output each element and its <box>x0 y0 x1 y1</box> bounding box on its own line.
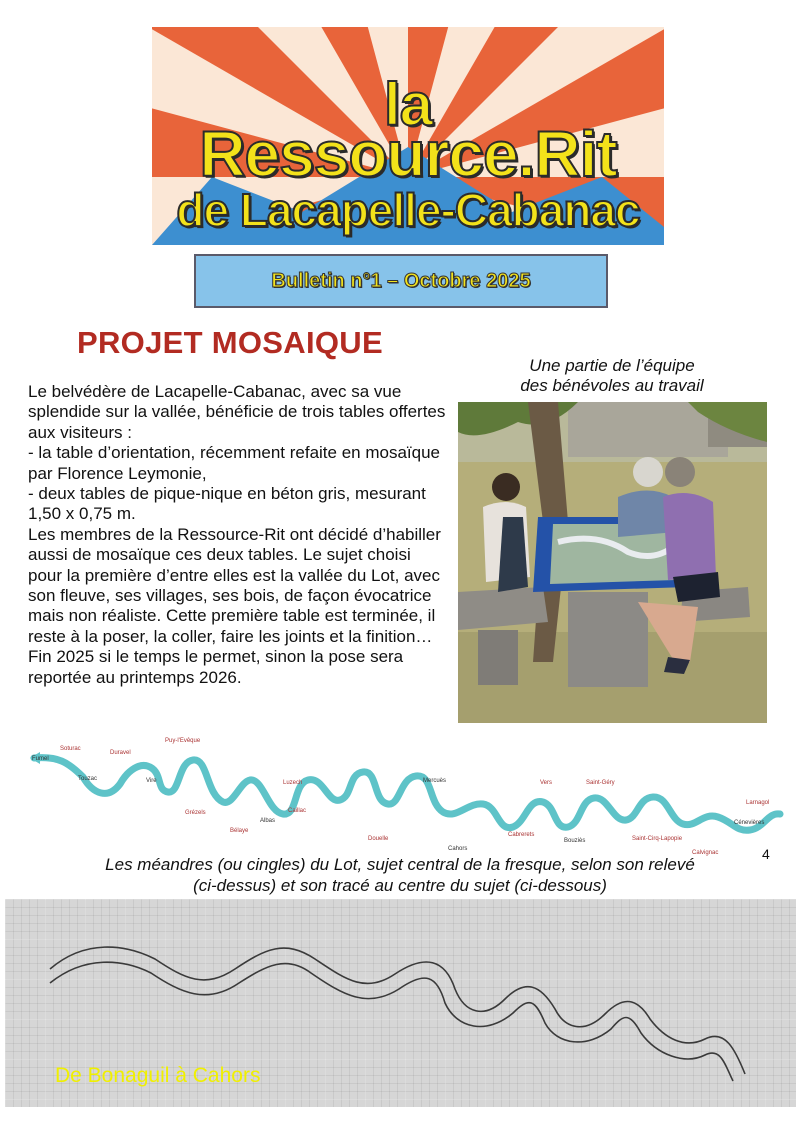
map-label-start: Fumel <box>32 756 49 762</box>
map-label: Caillac <box>288 808 307 814</box>
map-label: Cénevières <box>734 820 765 826</box>
map-label: Cahors <box>448 846 468 852</box>
map-label: Larnagol <box>746 800 770 806</box>
photo-caption-line1: Une partie de l’équipe <box>529 356 695 375</box>
map-label: Saint-Géry <box>586 780 615 786</box>
map-label: Albas <box>260 818 276 824</box>
project-title: PROJET MOSAIQUE <box>77 325 383 360</box>
article-paragraph: Les membres de la Ressource-Rit ont décidé d’habiller aussi de mosaïque ces deux tables. Le sujet choisi pour la première d’entre elles est la vallée du Lot, avec son fleuve, ses villages, ses bois, de façon évocatrice mais non réaliste. Cette première table est terminée, il reste à la poser, la coller, faire les joints et la finition… Fin 2025 si le temps le permet, sinon la pose sera reportée au printemps 2026. <box>28 524 441 687</box>
map-label: Bélaye <box>230 828 249 834</box>
map-label: Douelle <box>368 836 389 842</box>
header-banner <box>152 27 664 245</box>
river-map <box>28 732 788 860</box>
bulletin-label: Bulletin n°1 – Octobre 2025 <box>271 269 531 292</box>
bulletin-box <box>194 254 608 308</box>
map-label: Saint-Cirq-Lapopie <box>632 836 683 842</box>
map-label: Touzac <box>78 776 98 782</box>
banner-title-location: de Lacapelle-Cabanac <box>176 184 640 236</box>
tracing-label: De Bonaguil à Cahors <box>55 1064 261 1087</box>
map-label: Mercuès <box>423 778 447 784</box>
article-body <box>28 382 448 688</box>
map-label: Grézels <box>185 810 206 816</box>
map-caption <box>60 854 740 896</box>
lot-river-path <box>34 758 780 831</box>
article-paragraph: - deux tables de pique-nique en béton gris, mesurant 1,50 x 0,75 m. <box>28 484 426 524</box>
map-label: Puy-l'Evêque <box>165 738 201 744</box>
map-caption-line1: Les méandres (ou cingles) du Lot, sujet central de la fresque, selon son relevé <box>105 855 695 874</box>
map-label: Vers <box>540 780 553 786</box>
map-label: Bouziès <box>564 838 586 844</box>
banner-title-ressource: Ressource.Rit <box>199 118 617 190</box>
map-label: Soturac <box>60 746 81 752</box>
banner-title-la: la <box>383 71 433 138</box>
article-paragraph: - la table d’orientation, récemment refaite en mosaïque par Florence Leymonie, <box>28 443 441 483</box>
map-label: Calvignac <box>692 850 719 856</box>
volunteers-photo <box>458 402 767 723</box>
map-label: Duravel <box>110 750 131 756</box>
page-number: 4 <box>762 846 770 862</box>
photo-caption-line2: des bénévoles au travail <box>520 376 704 395</box>
photo-caption <box>462 356 762 396</box>
river-tracing <box>5 899 796 1107</box>
map-label: Vire <box>146 778 157 784</box>
map-caption-line2: (ci-dessus) et son tracé au centre du sujet (ci-dessous) <box>193 876 607 895</box>
map-label: Luzech <box>283 780 303 786</box>
map-label: Cabrerets <box>508 832 535 838</box>
article-paragraph: Le belvédère de Lacapelle-Cabanac, avec sa vue splendide sur la vallée, bénéficie de trois tables offertes aux visiteurs : <box>28 382 446 442</box>
